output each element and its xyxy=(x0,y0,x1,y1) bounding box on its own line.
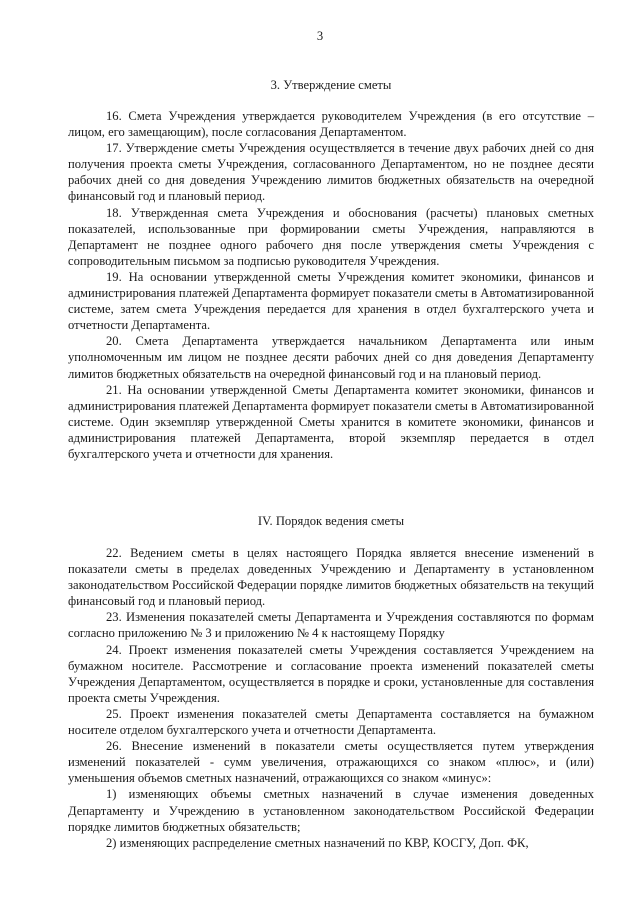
paragraph-20: 20. Смета Департамента утверждается начальником Департамента или иным уполномоченным им лицом не позднее десяти рабочих дней со дня доведения Департаменту лимитов бюджетных обязательств на очередной финансовый год и на плановый период. xyxy=(68,334,594,381)
list-item-2: 2) изменяющих распределение сметных назначений по КВР, КОСГУ, Доп. ФК, xyxy=(106,835,529,850)
paragraph-26: 26. Внесение изменений в показатели сметы осуществляется путем утверждения изменений показателей - сумм увеличения, отражающихся со знаком «плюс», и (или) уменьшения объемов сметных назначений, отражающихся со знаком «минус»: xyxy=(68,739,594,786)
paragraph-22: 22. Ведением сметы в целях настоящего Порядка является внесение изменений в показатели сметы в пределах доведенных Учреждению и Департаменту в установленном законодательством Российской Федерации порядке лимитов бюджетных обязательств на текущий финансовый год и плановый период. xyxy=(68,546,594,609)
paragraph-19: 19. На основании утвержденной сметы Учреждения комитет экономики, финансов и администрирования платежей Департамента формирует показатели сметы в Автоматизированной системе, затем смета Учреждения передается для хранения в отдел бухгалтерского учета и отчетности Департамента. xyxy=(68,269,594,333)
section-4-title: IV. Порядок ведения сметы xyxy=(257,514,405,528)
list-item-1: 1) изменяющих объемы сметных назначений в случае изменения доведенных Департаменту и Учреждению в установленном законодательством Российской Федерации порядке лимитов бюджетных обязательств; xyxy=(68,787,594,834)
paragraph-17: 17. Утверждение сметы Учреждения осуществляется в течение двух рабочих дней со дня получения проекта сметы Учреждения, согласованного Департаментом, но не позднее десяти рабочих дней со дня доведения Учреждению лимитов бюджетных обязательств на очередной финансовый год и плановый период. xyxy=(68,141,594,204)
paragraph-23: 23. Изменения показателей сметы Департамента и Учреждения составляются по формам согласно приложению № 3 и приложению № 4 к настоящему Порядку xyxy=(68,610,594,641)
section-3-title: 3. Утверждение сметы xyxy=(270,78,392,92)
section-4-body xyxy=(68,545,594,851)
section-3-body xyxy=(68,108,594,462)
paragraph-24: 24. Проект изменения показателей сметы Учреждения составляется Учреждением на бумажном носителе. Рассмотрение и согласование проекта изменений показателей сметы Учреждения Департаментом, осуществляется в порядке и сроки, установленные для составления проекта сметы Учреждения. xyxy=(68,642,594,705)
paragraph-21: 21. На основании утвержденной Сметы Департамента комитет экономики, финансов и администрирования платежей Департамента формирует показатели сметы в Автоматизированной системе. Один экземпляр утвержденной Сметы хранится в комитете экономики, финансов и администрирования платежей Департамента, второй экземпляр передается в отдел бухгалтерского учета и отчетности для хранения. xyxy=(68,382,594,461)
section-3 xyxy=(68,77,594,93)
paragraph-25: 25. Проект изменения показателей сметы Департамента составляется на бумажном носителе отделом бухгалтерского учета и отчетности Департамента. xyxy=(68,706,594,738)
paragraph-16: 16. Смета Учреждения утверждается руководителем Учреждения (в его отсутствие – лицом, его замещающим), после согласования Департаментом. xyxy=(68,109,594,140)
section-4 xyxy=(68,513,594,529)
paragraph-18: 18. Утвержденная смета Учреждения и обоснования (расчеты) плановых сметных показателей, использованные при формировании сметы Учреждения, направляются в Департамент не позднее одного рабочего дня после утверждения сметы Учреждения с сопроводительным письмом за подписью руководителя Учреждения. xyxy=(68,205,594,268)
page-number: 3 xyxy=(316,29,324,43)
